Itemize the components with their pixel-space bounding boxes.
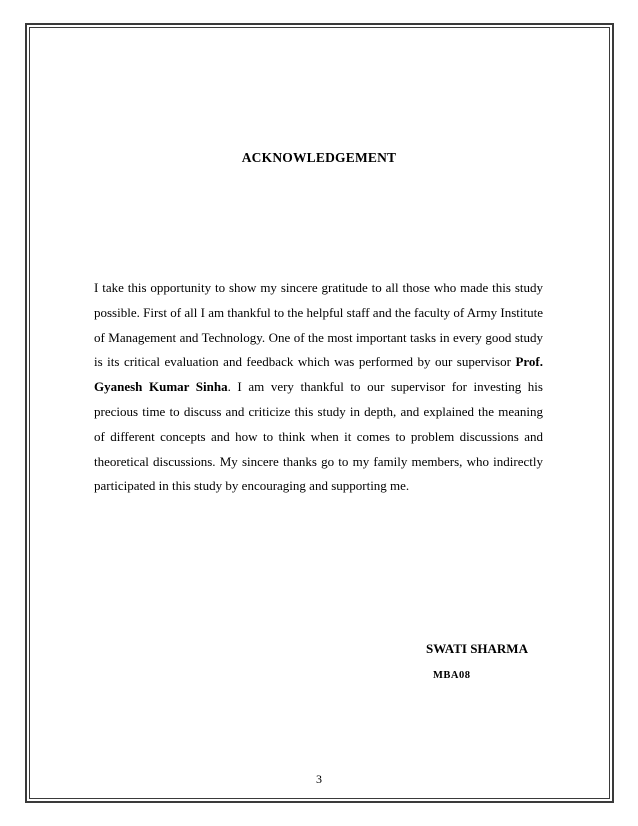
paragraph-text-end: . I am very thankful to our supervisor for investing his precious time to discuss and criticize this study in depth, and explained the meaning of different concepts and how to think when it comes to problem discussions and theoretical discussions. My sincere thanks go to my family members, who indirectly participated in this study by encouraging and supporting me. bbox=[94, 379, 543, 494]
page-title: ACKNOWLEDGEMENT bbox=[241, 150, 397, 165]
page-number: 3 bbox=[316, 772, 322, 786]
supervisor-name: Prof. Gyanesh Kumar Sinha bbox=[94, 354, 543, 395]
acknowledgement-paragraph bbox=[94, 276, 543, 499]
signature-id: MBA08 bbox=[433, 670, 471, 681]
signature-name: SWATI SHARMA bbox=[426, 641, 528, 656]
paragraph-text-start: I take this opportunity to show my sincere gratitude to all those who made this study possible. First of all I am thankful to the helpful staff and the faculty of Army Institute of Management and Technology. One of the most important tasks in every good study is its critical evaluation and feedback which was performed by our supervisor bbox=[94, 280, 543, 370]
